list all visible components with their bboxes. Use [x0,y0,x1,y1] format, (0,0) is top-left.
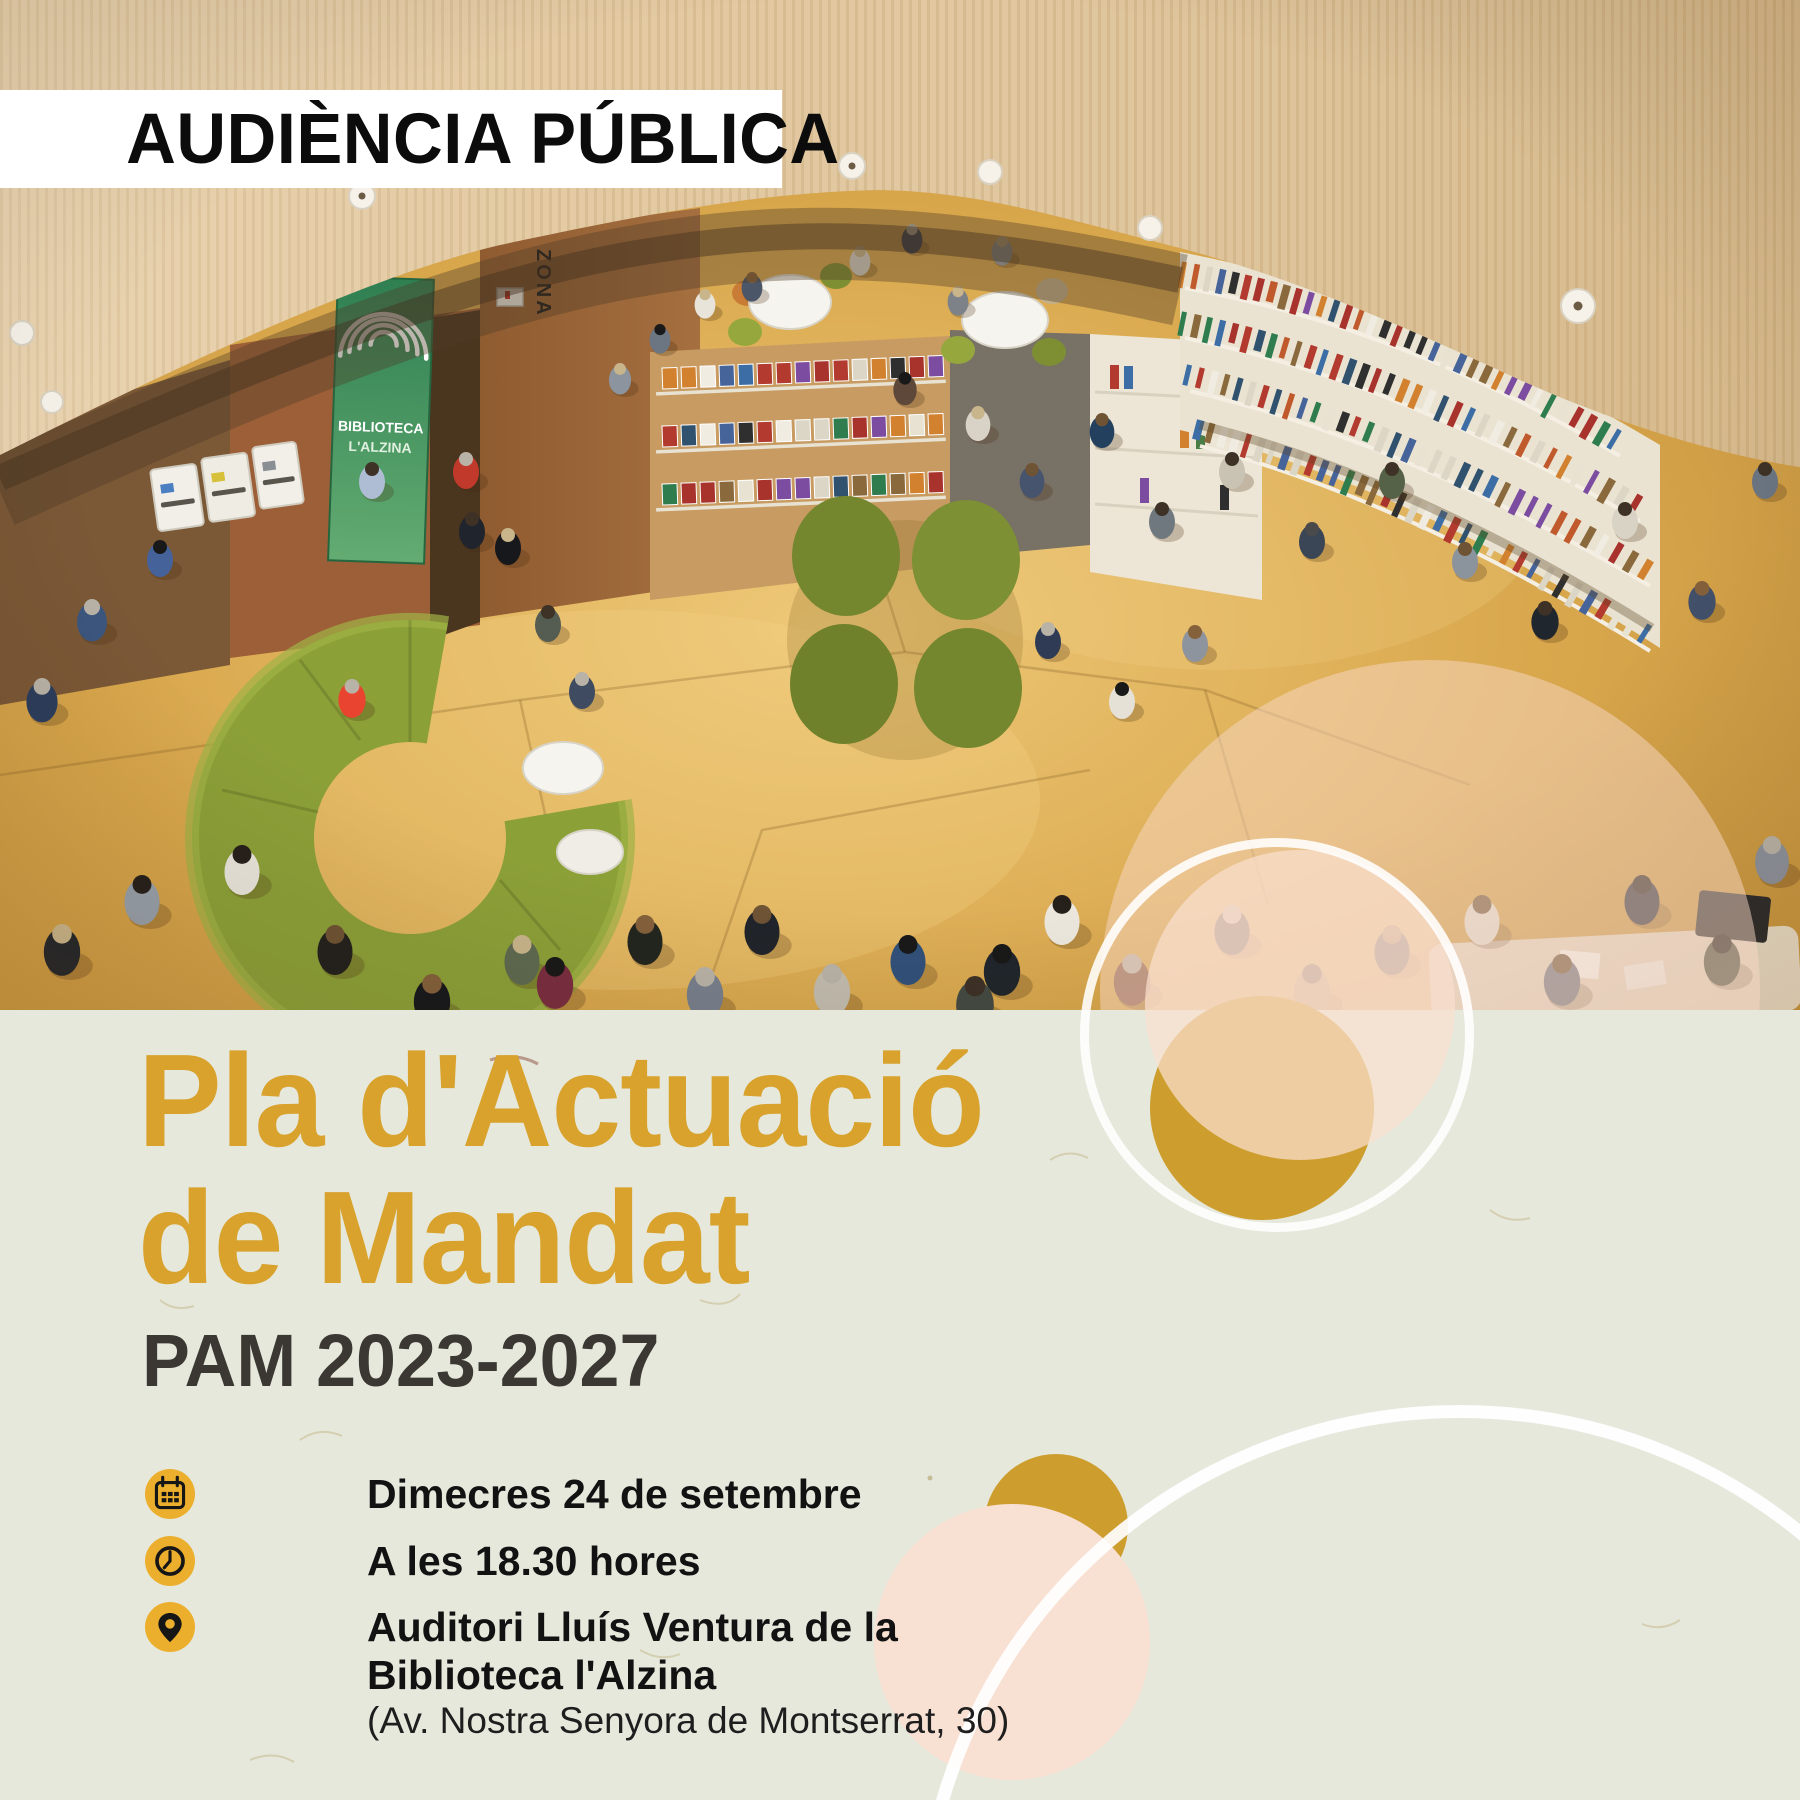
detail-date-label: Dimecres 24 de setembre [367,1471,862,1517]
detail-time [145,1536,1045,1596]
clock-icon [145,1536,195,1586]
calendar-icon [145,1469,195,1519]
detail-place-line1: Auditori Lluís Ventura de la [367,1604,898,1650]
location-icon [145,1602,195,1652]
detail-place [145,1602,1045,1762]
detail-date [145,1469,1045,1529]
title-line2: de Mandat [138,1164,750,1311]
decor-white-ring-upper [1080,838,1474,1232]
title-line1: Pla d'Actuació [138,1027,984,1174]
detail-place-note: (Av. Nostra Senyora de Montserrat, 30) [367,1700,1010,1741]
subtitle-pam: PAM 2023-2027 [142,1319,660,1402]
detail-place-line2: Biblioteca l'Alzina [367,1652,717,1698]
badge-label: AUDIÈNCIA PÚBLICA [126,99,840,179]
detail-time-label: A les 18.30 hores [367,1538,701,1584]
badge-audiencia-publica [0,90,840,188]
page-title [138,1027,984,1311]
